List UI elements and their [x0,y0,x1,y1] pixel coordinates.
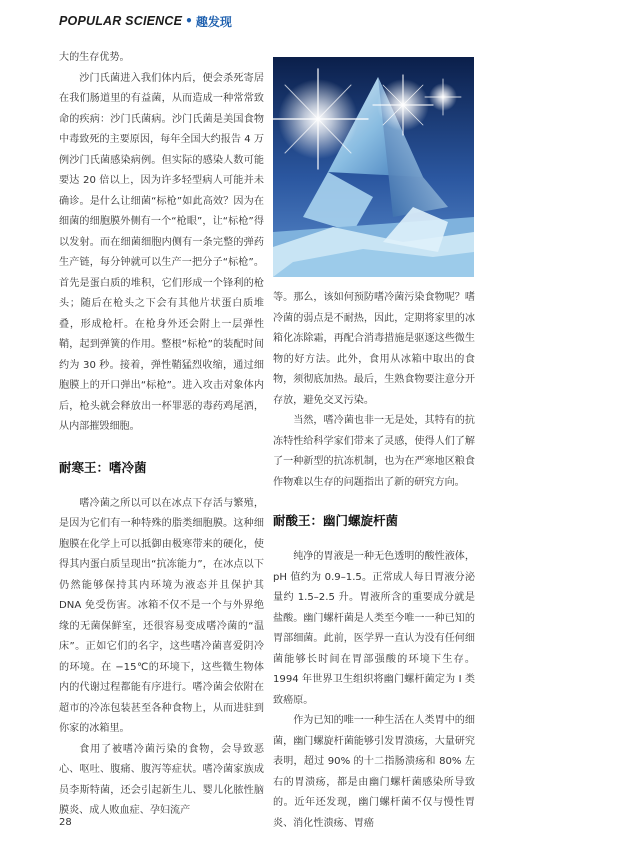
sunburst-over-ice-photo [273,57,474,277]
magazine-name: POPULAR SCIENCE [59,14,183,28]
paragraph: 等。那么，该如何预防嗜冷菌污染食物呢？嗜冷菌的弱点是不耐热，因此，定期将家里的冰箱化冻除霜，再配合消毒措施是驱逐这些微生物的好方法。此外，食用从冰箱中取出的食物，须彻底加热。最后，生熟食物要注意分开存放，避免交叉污染。 [273,292,475,406]
left-column [59,48,264,822]
right-column [273,288,475,834]
paragraph: 大的生存优势。 [59,52,130,63]
paragraph: 纯净的胃液是一种无色透明的酸性液体，pH 值约为 0.9–1.5。正常成人每日胃液分泌量约 1.5–2.5 升。胃液所含的重要成分就是盐酸。幽门螺杆菌是人类至今唯一一种已知的胃部细菌。此前，医学界一直认为没有任何细菌能够长时间在胃部强酸的环境下生存。1994 年世界卫生组织将幽门螺杆菌定为 I 类致癌原。 [273,551,475,706]
paragraph: 食用了被嗜冷菌污染的食物，会导致恶心、呕吐、腹痛、腹泻等症状。嗜冷菌家族成员李斯特菌，还会引起新生儿、婴儿化脓性脑膜炎、成人败血症、孕妇流产 [59,743,264,816]
section-name: 趣发现 [195,14,232,29]
paragraph: 当然，嗜冷菌也非一无是处，其特有的抗冻特性给科学家们带来了灵感，使得人们了解了一种新型的抗冻机制，也为在严寒地区粮食作物难以生存的问题指出了新的研究方向。 [273,415,475,488]
paragraph: 作为已知的唯一一种生活在人类胃中的细菌，幽门螺旋杆菌能够引发胃溃疡，大量研究表明，超过 90% 的十二指肠溃疡和 80% 左右的胃溃疡，都是由幽门螺杆菌感染所导致的。近年还发现，幽门螺杆菌不仅与慢性胃炎、消化性溃疡、胃癌 [273,715,475,829]
ice-sunburst-photo [273,57,474,277]
page-header [59,13,232,29]
section-heading-h-pylori: 耐酸王：幽门螺旋杆菌 [273,513,399,528]
page-number: 28 [59,817,72,828]
section-heading-psychrophile: 耐寒王：嗜冷菌 [59,459,147,475]
separator-dot: • [185,14,193,28]
paragraph: 嗜冷菌之所以可以在冰点下存活与繁殖，是因为它们有一种特殊的脂类细胞膜。这种细胞膜在化学上可以抵御由极寒带来的硬化，使得其内蛋白质呈现出“抗冻能力”，在冰点以下仍然能够保持其内环境为液态并且保护其 DNA 免受伤害。冰箱不仅不是一个与外界绝缘的无菌保鲜室，还很容易变成嗜冷菌的“温床”。正如它们的名字，这些嗜冷菌喜爱阴冷的环境。在 −15℃的环境下，这些微生物体内的代谢过程都能有序进行。嗜冷菌会依附在超市的冷冻包装甚至各种食物上，从而进驻到你家的冰箱里。 [59,497,264,734]
paragraph: 沙门氏菌进入我们体内后，便会杀死寄居在我们肠道里的有益菌，从而造成一种常常致命的疾病：沙门氏菌病。沙门氏菌是美国食物中毒致死的主要原因，每年全国大约报告 4 万例沙门氏菌感染病例。但实际的感染人数可能要达 20 倍以上，因为许多轻型病人可能并未确诊。是什么让细菌“标枪”如此高效？因为在细菌的细胞膜外侧有一个“枪眼”，让“标枪”得以发射。而在细菌细胞内侧有一条完整的弹药生产链，每分钟就可以生产一把分子“标枪”。首先是蛋白质的堆积，它们形成一个锋利的枪头；随后在枪头之下会有其他片状蛋白质堆叠，形成枪杆。在枪身外还会附上一层弹性鞘，起到弹簧的作用。整根“标枪”的装配时间约为 30 秒。接着，弹性鞘猛烈收缩，通过细胞膜上的开口弹出“标枪”。进入攻击对象体内后，枪头就会释放出一杯罪恶的毒药鸡尾酒，从内部摧毁细胞。 [59,72,264,432]
